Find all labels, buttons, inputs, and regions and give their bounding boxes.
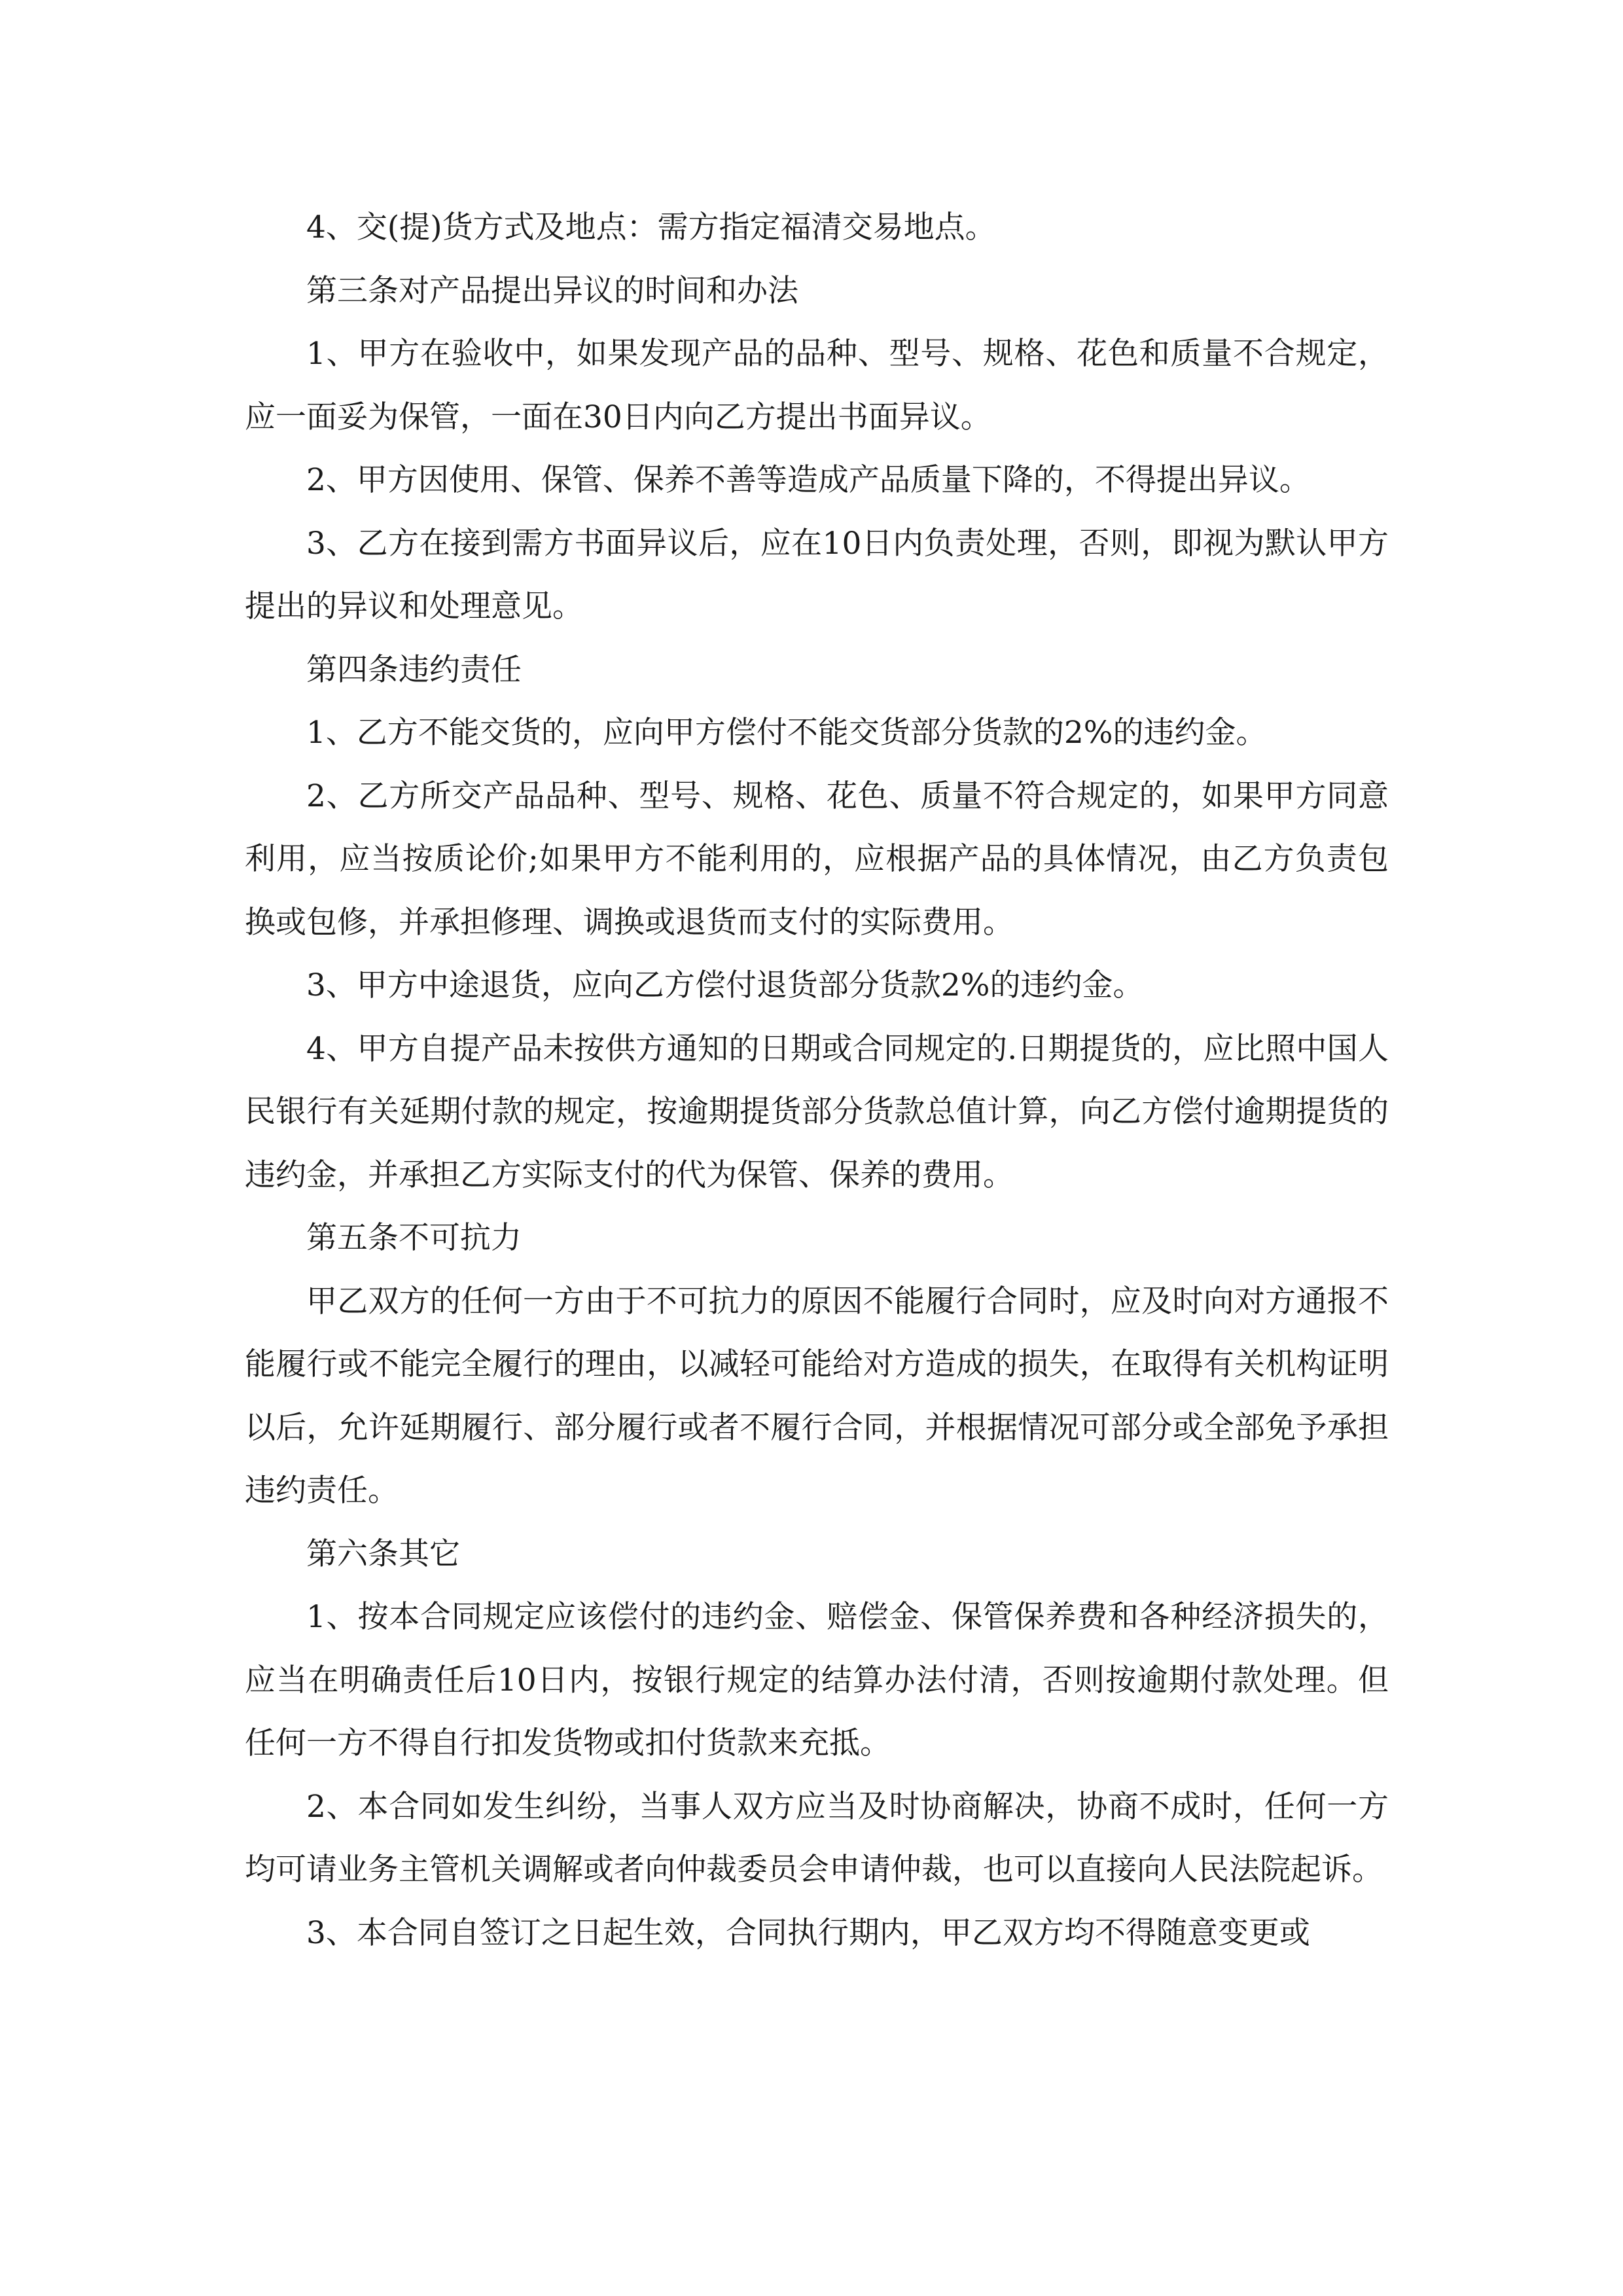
article-3-heading: 第三条对产品提出异议的时间和办法 (306, 272, 798, 309)
article-5-heading: 第五条不可抗力 (306, 1220, 522, 1256)
article-6-item-2: 2、本合同如发生纠纷，当事人双方应当及时协商解决，协商不成时，任何一方均可请业务主管机关调解或者向仲裁委员会申请仲裁，也可以直接向人民法院起诉。 (245, 1788, 1389, 1888)
article-4-heading: 第四条违约责任 (306, 651, 522, 688)
article-4-item-1: 1、乙方不能交货的，应向甲方偿付不能交货部分货款的2%的违约金。 (306, 715, 1267, 751)
article-5-body: 甲乙双方的任何一方由于不可抗力的原因不能履行合同时，应及时向对方通报不能履行或不能完全履行的理由，以减轻可能给对方造成的损失，在取得有关机构证明以后，允许延期履行、部分履行或者不履行合同，并根据情况可部分或全部免予承担违约责任。 (245, 1283, 1389, 1509)
article-3-item-1: 1、甲方在验收中，如果发现产品的品种、型号、规格、花色和质量不合规定，应一面妥为保管，一面在30日内向乙方提出书面异议。 (245, 336, 1389, 435)
clause-delivery-location: 4、交(提)货方式及地点：需方指定福清交易地点。 (306, 209, 996, 245)
article-3-item-3: 3、乙方在接到需方书面异议后，应在10日内负责处理，否则，即视为默认甲方提出的异议和处理意见。 (245, 525, 1389, 624)
article-4-item-2: 2、乙方所交产品品种、型号、规格、花色、质量不符合规定的，如果甲方同意利用，应当按质论价;如果甲方不能利用的，应根据产品的具体情况，由乙方负责包换或包修，并承担修理、调换或退货而支付的实际费用。 (245, 778, 1389, 941)
article-3-item-2: 2、甲方因使用、保管、保养不善等造成产品质量下降的，不得提出异议。 (306, 462, 1310, 498)
article-6-heading: 第六条其它 (306, 1535, 460, 1572)
document-body (245, 196, 1389, 1965)
article-6-item-3: 3、本合同自签订之日起生效，合同执行期内，甲乙双方均不得随意变更或 (306, 1914, 1310, 1951)
article-6-item-1: 1、按本合同规定应该偿付的违约金、赔偿金、保管保养费和各种经济损失的，应当在明确责任后10日内，按银行规定的结算办法付清，否则按逾期付款处理。但任何一方不得自行扣发货物或扣付货款来充抵。 (245, 1599, 1389, 1761)
article-4-item-4: 4、甲方自提产品未按供方通知的日期或合同规定的.日期提货的，应比照中国人民银行有关延期付款的规定，按逾期提货部分货款总值计算，向乙方偿付逾期提货的违约金，并承担乙方实际支付的代为保管、保养的费用。 (245, 1030, 1389, 1193)
article-4-item-3: 3、甲方中途退货，应向乙方偿付退货部分货款2%的违约金。 (306, 967, 1144, 1003)
